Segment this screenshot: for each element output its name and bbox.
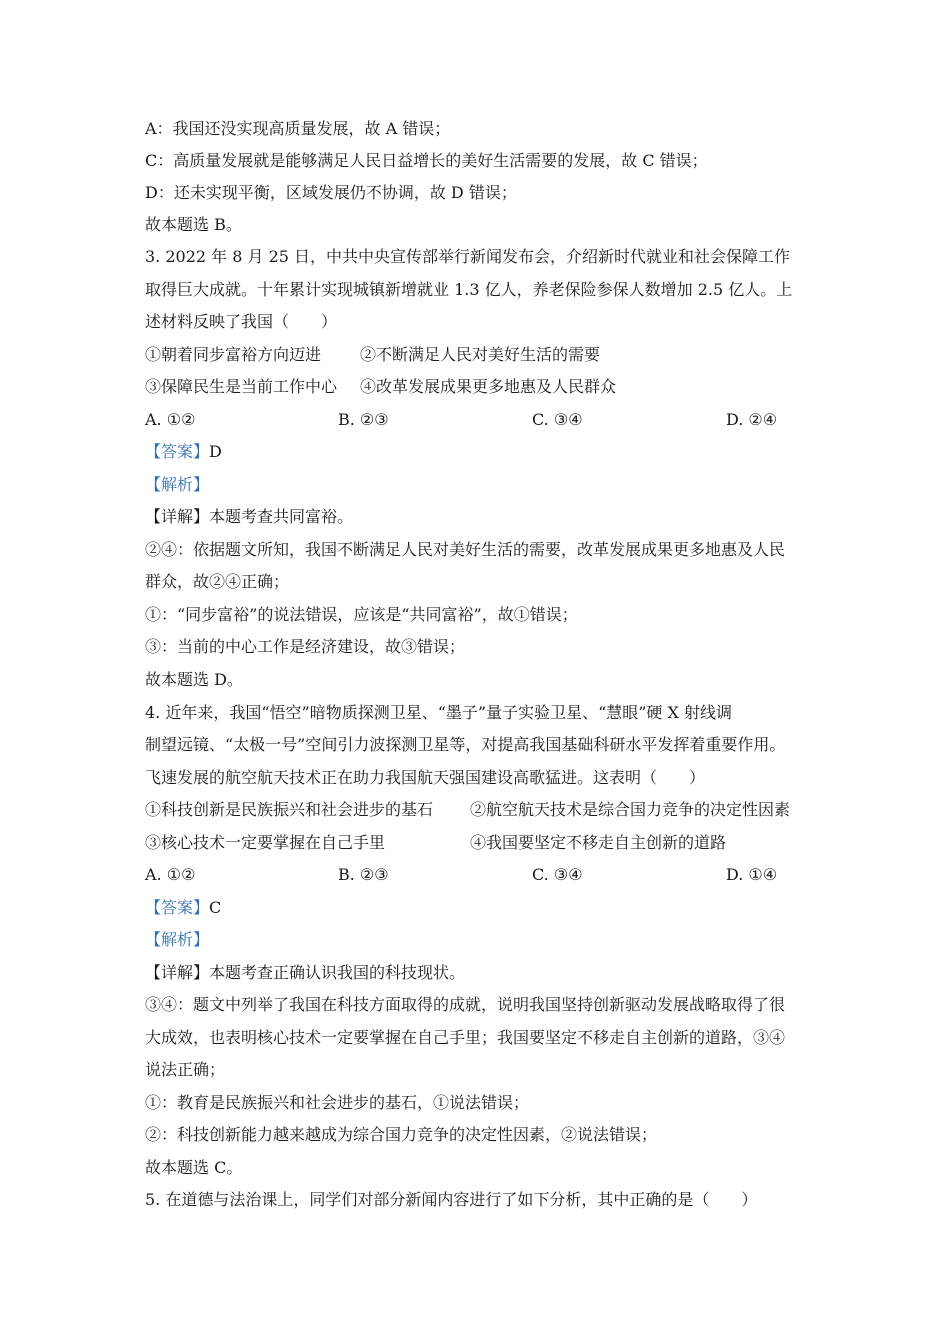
statement-2: ②航空航天技术是综合国力竞争的决定性因素 (470, 800, 791, 819)
detail-tag: 【详解】 (145, 963, 210, 982)
question-5-stem: 5. 在道德与法治课上，同学们对部分新闻内容进行了如下分析，其中正确的是（ ） (145, 1190, 758, 1209)
analysis-tag: 【解析】 (145, 475, 210, 494)
conclusion-line: 故本题选 D。 (145, 670, 243, 689)
choice-a: A. ①② (145, 410, 196, 429)
choice-b: B. ②③ (338, 865, 389, 884)
statement-3: ③核心技术一定要掌握在自己手里 (145, 833, 386, 852)
conclusion-line: 故本题选 C。 (145, 1158, 243, 1177)
choice-d: D. ①④ (726, 865, 778, 884)
explanation-line: ③：当前的中心工作是经济建设，故③错误； (145, 637, 466, 656)
explanation-line: ①：教育是民族振兴和社会进步的基石，①说法错误； (145, 1093, 530, 1112)
conclusion-line: 故本题选 B。 (145, 215, 242, 234)
explanation-line: ②④：依据题文所知，我国不断满足人民对美好生活的需要，改革发展成果更多地惠及人民 (145, 540, 786, 559)
analysis-line (145, 474, 209, 496)
explanation-line: D：还未实现平衡，区域发展仍不协调，故 D 错误； (145, 183, 517, 202)
analysis-line (145, 929, 209, 951)
statement-4: ④改革发展成果更多地惠及人民群众 (360, 377, 617, 396)
analysis-tag: 【解析】 (145, 930, 210, 949)
question-4-stem: 飞速发展的航空航天技术正在助力我国航天强国建设高歌猛进。这表明（ ） (145, 768, 706, 787)
explanation-line: C：高质量发展就是能够满足人民日益增长的美好生活需要的发展，故 C 错误； (145, 151, 708, 170)
explanation-line: ②：科技创新能力越来越成为综合国力竞争的决定性因素，②说法错误； (145, 1125, 658, 1144)
explanation-line: 大成效，也表明核心技术一定要掌握在自己手里；我国要坚定不移走自主创新的道路，③④ (145, 1028, 786, 1047)
explanation-line: A：我国还没实现高质量发展，故 A 错误； (145, 119, 451, 138)
question-4-stem: 制望远镜、“太极一号”空间引力波探测卫星等，对提高我国基础科研水平发挥着重要作用。 (145, 735, 786, 754)
choice-d: D. ②④ (726, 410, 778, 429)
statement-3: ③保障民生是当前工作中心 (145, 377, 338, 396)
detail-text: 本题考查正确认识我国的科技现状。 (209, 963, 466, 982)
answer-tag: 【答案】 (145, 442, 210, 461)
question-3-stem: 述材料反映了我国（ ） (145, 312, 338, 331)
question-3-stem: 取得巨大成就。十年累计实现城镇新增就业 1.3 亿人，养老保险参保人数增加 2.5 亿人。上 (145, 280, 793, 299)
detail-text: 本题考查共同富裕。 (209, 507, 354, 526)
choice-c: C. ③④ (532, 865, 583, 884)
answer-line (145, 897, 221, 919)
statement-2: ②不断满足人民对美好生活的需要 (360, 345, 601, 364)
choice-a: A. ①② (145, 865, 196, 884)
detail-line (145, 506, 353, 528)
answer-value: C (209, 898, 222, 917)
answer-line (145, 441, 222, 463)
choice-b: B. ②③ (338, 410, 389, 429)
explanation-line: ③④：题文中列举了我国在科技方面取得的成就，说明我国坚持创新驱动发展战略取得了很 (145, 995, 786, 1014)
answer-tag: 【答案】 (145, 898, 210, 917)
question-3-stem: 3. 2022 年 8 月 25 日，中共中央宣传部举行新闻发布会，介绍新时代就业和社会保障工作 (145, 247, 791, 266)
answer-value: D (209, 442, 222, 461)
explanation-line: ①：“同步富裕”的说法错误，应该是“共同富裕”，故①错误； (145, 605, 578, 624)
choice-c: C. ③④ (532, 410, 583, 429)
explanation-line: 群众，故②④正确； (145, 572, 290, 591)
statement-1: ①朝着同步富裕方向迈进 (145, 345, 322, 364)
explanation-line: 说法正确； (145, 1060, 226, 1079)
statement-1: ①科技创新是民族振兴和社会进步的基石 (145, 800, 434, 819)
question-4-stem: 4. 近年来，我国“悟空”暗物质探测卫星、“墨子”量子实验卫星、“慧眼”硬 X 射线调 (145, 703, 732, 722)
statement-4: ④我国要坚定不移走自主创新的道路 (470, 833, 727, 852)
detail-line (145, 962, 465, 984)
detail-tag: 【详解】 (145, 507, 210, 526)
